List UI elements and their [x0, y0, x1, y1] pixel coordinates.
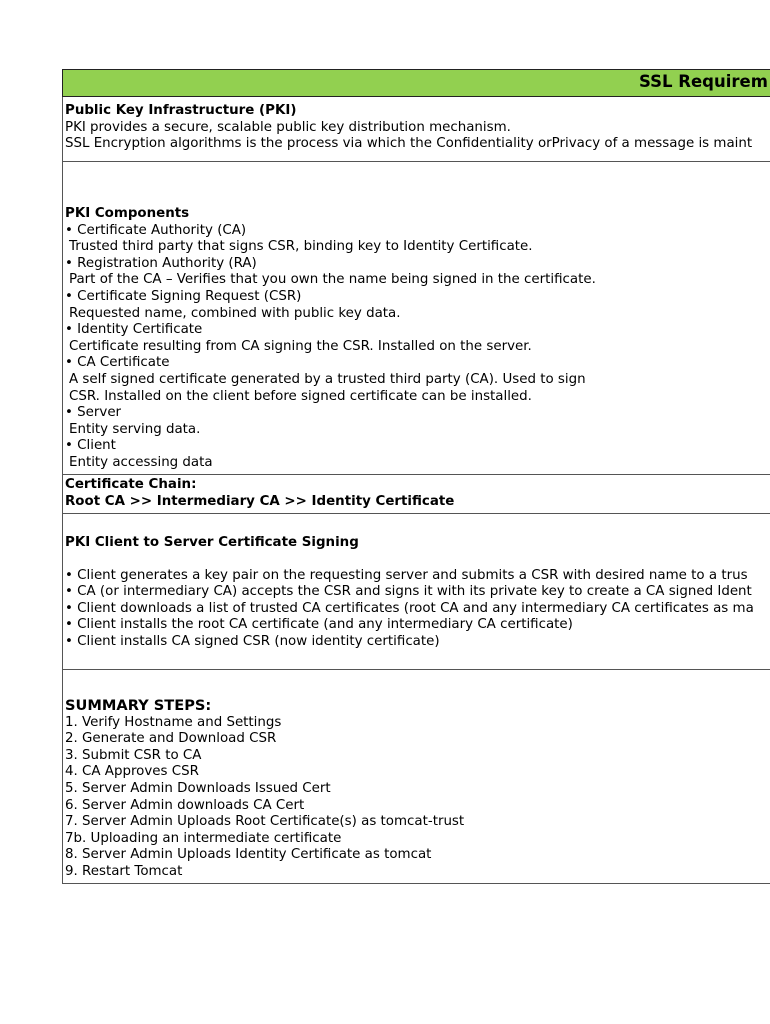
components-list: [65, 223, 770, 472]
summary-step: 7b. Uploading an intermediate certificate: [65, 830, 342, 846]
component-description: A self signed certificate generated by a trusted third party (CA). Used to sign: [69, 371, 586, 387]
summary-heading: SUMMARY STEPS:: [65, 697, 212, 714]
chain-value: Root CA >> Intermediary CA >> Identity Certificate: [65, 493, 455, 509]
pki-components-cell[interactable]: [62, 162, 770, 475]
pki-line-2: SSL Encryption algorithms is the process via which the Confidentiality orPrivacy of a message is maint: [65, 136, 753, 152]
component-name: • Registration Authority (RA): [65, 255, 257, 271]
component-name: • CA Certificate: [65, 355, 170, 371]
summary-list: [65, 715, 770, 881]
certificate-chain-cell[interactable]: [62, 475, 770, 514]
component-name: • Identity Certificate: [65, 322, 203, 338]
pki-heading: Public Key Infrastructure (PKI): [65, 103, 297, 118]
summary-step: 7. Server Admin Uploads Root Certificate(s) as tomcat-trust: [65, 814, 465, 830]
component-name: • Certificate Authority (CA): [65, 222, 247, 238]
chain-label: Certificate Chain:: [65, 477, 197, 492]
pki-line-1: PKI provides a secure, scalable public key distribution mechanism.: [65, 119, 511, 135]
components-heading: PKI Components: [65, 206, 190, 221]
signing-step: • CA (or intermediary CA) accepts the CSR and signs it with its private key to create a CA signed Ident: [65, 584, 752, 600]
summary-step: 2. Generate and Download CSR: [65, 731, 277, 747]
sheet-title: SSL Requirem: [639, 72, 768, 91]
summary-step: 9. Restart Tomcat: [65, 863, 183, 879]
signing-step: • Client downloads a list of trusted CA certificates (root CA and any intermediary CA certificates as ma: [65, 600, 754, 616]
component-description: Trusted third party that signs CSR, binding key to Identity Certificate.: [69, 239, 533, 255]
summary-step: 3. Submit CSR to CA: [65, 747, 202, 763]
component-description: Entity accessing data: [69, 454, 213, 470]
component-name: • Certificate Signing Request (CSR): [65, 288, 302, 304]
summary-step: 1. Verify Hostname and Settings: [65, 714, 282, 730]
signing-heading: PKI Client to Server Certificate Signing: [65, 535, 359, 550]
title-row[interactable]: [62, 69, 770, 97]
spreadsheet: [62, 69, 770, 884]
pki-intro-cell[interactable]: [62, 97, 770, 162]
component-description: CSR. Installed on the client before signed certificate can be installed.: [69, 388, 532, 404]
signing-cell[interactable]: [62, 514, 770, 670]
summary-step: 6. Server Admin downloads CA Cert: [65, 797, 305, 813]
component-description: Part of the CA – Verifies that you own the name being signed in the certificate.: [69, 272, 596, 288]
signing-list: [65, 568, 770, 651]
summary-cell[interactable]: [62, 670, 770, 884]
summary-step: 4. CA Approves CSR: [65, 764, 199, 780]
summary-step: 8. Server Admin Uploads Identity Certificate as tomcat: [65, 847, 432, 863]
signing-step: • Client generates a key pair on the requesting server and submits a CSR with desired name to a trus: [65, 567, 748, 583]
signing-step: • Client installs CA signed CSR (now identity certificate): [65, 633, 440, 649]
component-description: Requested name, combined with public key data.: [69, 305, 401, 321]
component-name: • Client: [65, 438, 116, 454]
signing-step: • Client installs the root CA certificate (and any intermediary CA certificate): [65, 617, 573, 633]
component-description: Certificate resulting from CA signing the CSR. Installed on the server.: [69, 338, 532, 354]
summary-step: 5. Server Admin Downloads Issued Cert: [65, 780, 331, 796]
component-description: Entity serving data.: [69, 421, 201, 437]
component-name: • Server: [65, 405, 122, 421]
